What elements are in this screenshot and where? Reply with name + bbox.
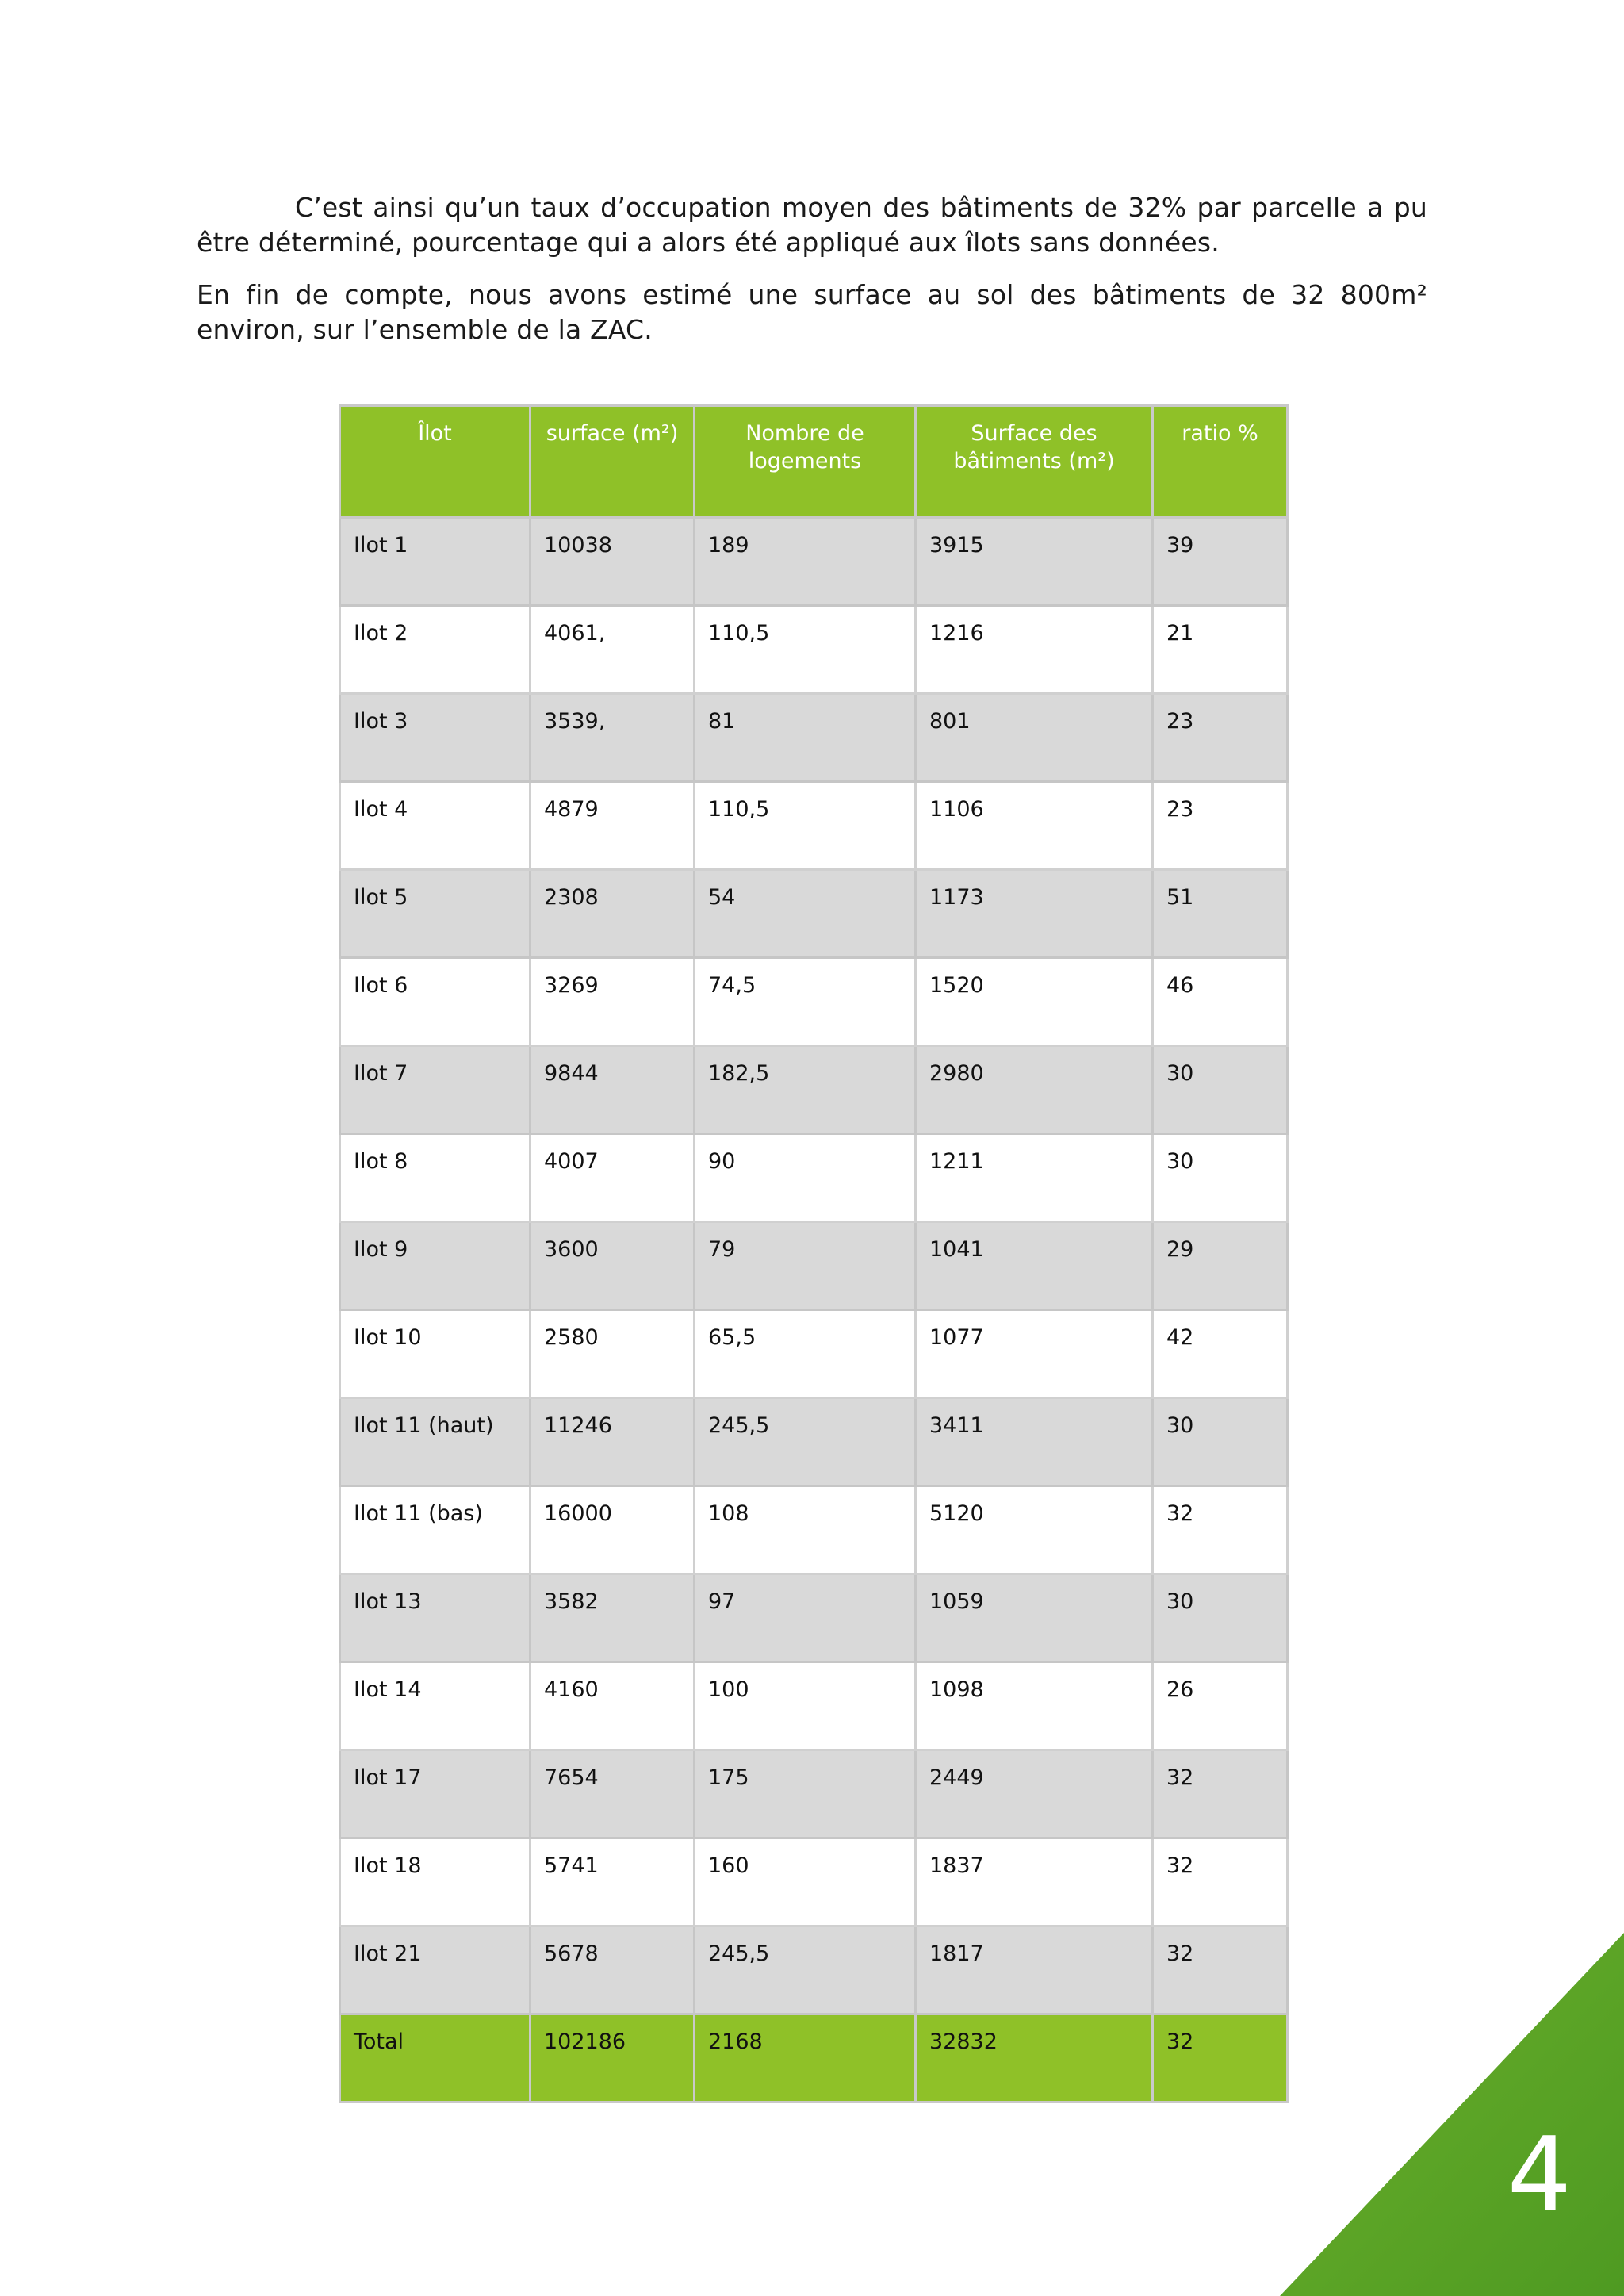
total-cell: Total (340, 2014, 530, 2102)
table-cell: 100 (695, 1662, 916, 1750)
table-cell: 1059 (916, 1574, 1153, 1662)
header-nombre-logements: Nombre de logements (695, 406, 916, 518)
table-cell: Ilot 21 (340, 1926, 530, 2014)
table-cell: 1817 (916, 1926, 1153, 2014)
table-cell: 175 (695, 1750, 916, 1838)
table-cell: 7654 (530, 1750, 695, 1838)
table-cell: Ilot 13 (340, 1574, 530, 1662)
table-cell: Ilot 10 (340, 1310, 530, 1398)
table-cell: 245,5 (695, 1926, 916, 2014)
table-cell: 81 (695, 694, 916, 782)
table-cell: 30 (1153, 1046, 1288, 1134)
table-cell: Ilot 8 (340, 1134, 530, 1222)
total-cell: 32832 (916, 2014, 1153, 2102)
corner-triangle-icon (1280, 1933, 1624, 2296)
table-row (340, 1222, 1288, 1310)
table-row (340, 694, 1288, 782)
table-cell: 23 (1153, 782, 1288, 870)
paragraph-occupation-rate: C’est ainsi qu’un taux d’occupation moyen des bâtiments de 32% par parcelle a pu être déterminé, pourcentage qui a alors été appliqué aux îlots sans données. (197, 192, 1427, 258)
table-cell: 3269 (530, 958, 695, 1046)
page-corner-decoration (1280, 1933, 1624, 2296)
table-cell: 1106 (916, 782, 1153, 870)
table-cell: Ilot 2 (340, 606, 530, 694)
table-cell: 3539, (530, 694, 695, 782)
table-row (340, 518, 1288, 606)
table-cell: 32 (1153, 1750, 1288, 1838)
table-cell: 1216 (916, 606, 1153, 694)
table-cell: 1077 (916, 1310, 1153, 1398)
table-cell: 23 (1153, 694, 1288, 782)
table-row (340, 1750, 1288, 1838)
page-number: 4 (1507, 2116, 1572, 2234)
table-cell: Ilot 1 (340, 518, 530, 606)
table-cell: 39 (1153, 518, 1288, 606)
table-body (340, 518, 1288, 2102)
table-cell: 54 (695, 870, 916, 958)
table-cell: Ilot 14 (340, 1662, 530, 1750)
table-cell: Ilot 3 (340, 694, 530, 782)
ilot-table (339, 404, 1289, 2103)
table-cell: 21 (1153, 606, 1288, 694)
table-cell: 160 (695, 1838, 916, 1926)
table-cell: 2308 (530, 870, 695, 958)
corner-triangle-shape (1280, 1933, 1624, 2296)
table-cell: 30 (1153, 1574, 1288, 1662)
table-total-row (340, 2014, 1288, 2102)
table-cell: Ilot 11 (haut) (340, 1398, 530, 1486)
table-cell: 4061, (530, 606, 695, 694)
table-cell: 801 (916, 694, 1153, 782)
table-cell: 16000 (530, 1486, 695, 1574)
table-row (340, 1662, 1288, 1750)
total-cell: 32 (1153, 2014, 1288, 2102)
table-cell: 10038 (530, 518, 695, 606)
table-cell: 11246 (530, 1398, 695, 1486)
table-cell: 32 (1153, 1486, 1288, 1574)
table-cell: Ilot 18 (340, 1838, 530, 1926)
table-cell: 51 (1153, 870, 1288, 958)
table-cell: 182,5 (695, 1046, 916, 1134)
table-row (340, 1134, 1288, 1222)
table-cell: 110,5 (695, 782, 916, 870)
header-ilot: Îlot (340, 406, 530, 518)
table-cell: 1211 (916, 1134, 1153, 1222)
table-header-row (340, 406, 1288, 518)
table-row (340, 1398, 1288, 1486)
table-cell: 1098 (916, 1662, 1153, 1750)
table-cell: 65,5 (695, 1310, 916, 1398)
table-cell: 42 (1153, 1310, 1288, 1398)
table-cell: 46 (1153, 958, 1288, 1046)
table-cell: 4879 (530, 782, 695, 870)
table-cell: Ilot 4 (340, 782, 530, 870)
table-cell: 9844 (530, 1046, 695, 1134)
body-text (197, 190, 1427, 365)
table-cell: 74,5 (695, 958, 916, 1046)
table-cell: Ilot 5 (340, 870, 530, 958)
table-cell: 1837 (916, 1838, 1153, 1926)
table-cell: Ilot 9 (340, 1222, 530, 1310)
table-cell: 4160 (530, 1662, 695, 1750)
table-cell: 5678 (530, 1926, 695, 2014)
ilot-table-container (339, 404, 1286, 2103)
table-cell: 32 (1153, 1926, 1288, 2014)
table-cell: 1173 (916, 870, 1153, 958)
table-row (340, 870, 1288, 958)
table-row (340, 782, 1288, 870)
table-cell: 110,5 (695, 606, 916, 694)
table-cell: 29 (1153, 1222, 1288, 1310)
table-cell: 1041 (916, 1222, 1153, 1310)
table-cell: Ilot 6 (340, 958, 530, 1046)
paragraph-total-surface: En fin de compte, nous avons estimé une surface au sol des bâtiments de 32 800m² environ, sur l’ensemble de la ZAC. (197, 279, 1427, 345)
table-row (340, 606, 1288, 694)
table-row (340, 1310, 1288, 1398)
table-cell: 2580 (530, 1310, 695, 1398)
table-row (340, 1838, 1288, 1926)
table-row (340, 958, 1288, 1046)
table-cell: 2449 (916, 1750, 1153, 1838)
table-cell: Ilot 7 (340, 1046, 530, 1134)
table-row (340, 1486, 1288, 1574)
table-cell: 79 (695, 1222, 916, 1310)
table-cell: Ilot 17 (340, 1750, 530, 1838)
table-cell: 108 (695, 1486, 916, 1574)
table-cell: 3411 (916, 1398, 1153, 1486)
table-cell: 4007 (530, 1134, 695, 1222)
table-row (340, 1574, 1288, 1662)
table-row (340, 1926, 1288, 2014)
table-cell: 30 (1153, 1398, 1288, 1486)
table-cell: 2980 (916, 1046, 1153, 1134)
table-row (340, 1046, 1288, 1134)
table-cell: 32 (1153, 1838, 1288, 1926)
table-cell: 26 (1153, 1662, 1288, 1750)
header-surface-batiments: Surface des bâtiments (m²) (916, 406, 1153, 518)
table-cell: 30 (1153, 1134, 1288, 1222)
table-cell: 5741 (530, 1838, 695, 1926)
table-cell: 3600 (530, 1222, 695, 1310)
table-cell: 3915 (916, 518, 1153, 606)
table-cell: 97 (695, 1574, 916, 1662)
table-cell: Ilot 11 (bas) (340, 1486, 530, 1574)
table-cell: 3582 (530, 1574, 695, 1662)
total-cell: 2168 (695, 2014, 916, 2102)
table-cell: 90 (695, 1134, 916, 1222)
table-cell: 245,5 (695, 1398, 916, 1486)
table-cell: 189 (695, 518, 916, 606)
header-surface: surface (m²) (530, 406, 695, 518)
table-cell: 1520 (916, 958, 1153, 1046)
table-cell: 5120 (916, 1486, 1153, 1574)
total-cell: 102186 (530, 2014, 695, 2102)
header-ratio: ratio % (1153, 406, 1288, 518)
